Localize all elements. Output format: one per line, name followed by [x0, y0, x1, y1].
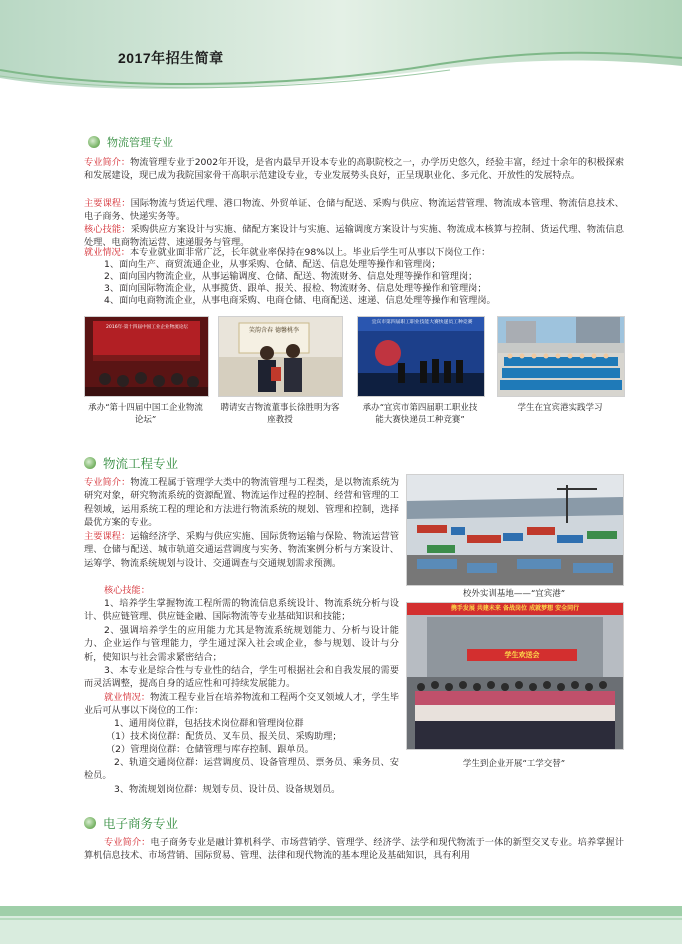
list-item: 1、面向生产、商贸流通企业，从事采购、仓储、配送、信息处理等操作和管理岗； [104, 259, 441, 270]
courses-label: 主要课程： [84, 198, 131, 209]
skills-text: 采购供应方案设计与实施、储配方案设计与实施、运输调度方案设计与实施、物流成本核算与控制、货运代理、物流信息处理、电商物流运营、速递服务与管理。 [84, 224, 624, 249]
photo-competition [357, 316, 485, 397]
courses-label: 主要课程： [84, 531, 131, 542]
list-item: 4、面向电商物流企业，从事电商采购、电商仓储、电商配送、速递、信息处理等操作和管理岗。 [104, 295, 496, 306]
intro-label: 专业简介： [104, 837, 151, 848]
courses-paragraph [84, 197, 624, 224]
farewell-banner-text: 学生欢送会 [504, 651, 540, 659]
page-title: 2017年招生简章 [118, 50, 224, 66]
student-farewell-photo-image [407, 603, 623, 749]
photo-port-students [497, 316, 625, 397]
photo-caption: 聘请安吉物流董事长徐胜明为客座教授 [220, 403, 340, 425]
photo-caption: 承办“第十四届中国工企业物流论坛” [88, 403, 203, 425]
intro-label: 专业简介： [84, 477, 131, 488]
skills-label: 核心技能： [104, 585, 150, 596]
skills-item: 2、强调培养学生的应用能力尤其是物流系统规划能力、分析与设计能力、企业运作与管理能力，学生通过深入社会或企业，参与规划、设计与分析，使知识与社会需求紧密结合； [84, 625, 399, 663]
port-base-photo-image [407, 475, 623, 585]
jobs-label: 就业情况： [84, 247, 130, 258]
header-band [0, 0, 682, 100]
skills-item: 1、培养学生掌握物流工程所需的物流信息系统设计、物流系统分析与设计、供应链管理、供应链金融、国际物流等专业基础知识和技能； [84, 598, 399, 623]
skills-item: 3、本专业是综合性与专业性的结合，学生可根据社会和自我发展的需要而灵活调整，提高自身的适应性和可持续发展能力。 [84, 665, 399, 690]
photo-professor [218, 316, 343, 397]
photo-caption: 承办“宜宾市第四届职工职业技能大赛快递员工种竞赛” [362, 403, 478, 425]
intro-text: 电子商务专业是融计算机科学、市场营销学、管理学、经济学、法学和现代物流于一体的新型交叉专业。培养掌握计算机信息技术、市场营销、国际贸易、管理、法律和现代物流的基本理论及基础知识，具有利用 [84, 837, 624, 862]
plaque-text: 笑韵含春 德馨桃李 [249, 327, 299, 334]
list-item: 3、面向国际物流企业，从事揽货、跟单、报关、报检、物流财务、信息处理等操作和管理岗； [104, 283, 487, 294]
courses-text: 国际物流与货运代理、港口物流、外贸单证、仓储与配送、采购与供应、物流运营管理、物流成本管理、物流信息技术、电子商务、快递实务等。 [84, 198, 624, 223]
section-logistics-mgmt-heading [88, 134, 173, 150]
photo-port-base [406, 474, 624, 586]
competition-banner-text: 宜宾市第四届职工职业技能大赛快递员工种竞赛 [371, 320, 473, 325]
list-item: 3、物流规划岗位群：规划专员、设计员、设备规划员。 [114, 784, 341, 795]
list-item: 2、面向国内物流企业，从事运输调度、仓储、配送、物流财务、信息处理等操作和管理岗； [104, 271, 478, 282]
photo-forum [84, 316, 209, 397]
photo-student-farewell [406, 602, 624, 750]
competition-photo-image [358, 317, 484, 396]
port-students-photo-image [498, 317, 624, 396]
list-item: （1）技术岗位群：配货员、叉车员、报关员、采购助理； [106, 731, 342, 742]
skills-label: 核心技能： [84, 224, 131, 235]
intro-text: 物流管理专业于2002年开设，是省内最早开设本专业的高职院校之一，办学历史悠久，经验丰富，经过十余年的积极探索和发展建设，现已成为我院国家骨干高职示范建设专业，专业发展势头良好，正呈现职业化、多元化、开放性的发展特点。 [84, 157, 625, 182]
photo-caption: 学生到企业开展“工学交替” [462, 759, 566, 769]
skills-heading [104, 584, 399, 597]
section-title: 电子商务专业 [103, 816, 179, 831]
intro-label: 专业简介： [84, 157, 131, 168]
forum-banner-text: 2016年·第十四届中国工业企业物流论坛 [105, 325, 189, 330]
courses-text: 运输经济学、采购与供应实施、国际货物运输与保险、物流运营管理、仓储与配送、城市轨道交通运营调度与实务、物流案例分析与方案设计、运筹学、物流系统规划与设计、交通调查与交通规划需求预测。 [84, 531, 400, 569]
intro-paragraph [84, 156, 624, 183]
list-item: （2）管理岗位群：仓储管理与库存控制、跟单员。 [106, 744, 314, 755]
footer-band [0, 896, 682, 944]
farewell-top-banner-text: 携手发展 共建未来 备战岗位 成就梦想 安全同行 [450, 605, 580, 612]
photo-caption: 学生在宜宾港实践学习 [517, 403, 603, 413]
jobs-text: 物流工程专业旨在培养物流和工程两个交叉领域人才，学生毕业后可从事以下岗位的工作： [84, 692, 400, 717]
bullet-dot-icon [88, 136, 100, 148]
section-ecommerce-heading [84, 814, 178, 832]
jobs-paragraph [84, 246, 624, 259]
jobs-text: 本专业就业面非常广泛，长年就业率保持在98%以上。毕业后学生可从事以下岗位工作： [129, 247, 491, 258]
intro-paragraph [84, 476, 399, 530]
section-title: 物流工程专业 [103, 456, 179, 471]
section-title: 物流管理专业 [107, 136, 173, 149]
courses-paragraph [84, 530, 399, 570]
jobs-list [104, 259, 624, 307]
intro-paragraph [84, 836, 624, 863]
list-item: 1、通用岗位群，包括技术岗位群和管理岗位群 [114, 718, 304, 729]
intro-text: 物流工程属于管理学大类中的物流管理与工程类，是以物流系统为研究对象，研究物流系统的资源配置、物流运作过程的控制、经营和管理的工程领域，运用系统工程的理论和方法进行物流系统的规划、管理和控制，选择最优方案的专业。 [84, 477, 400, 529]
photo-caption: 校外实训基地——“宜宾港” [462, 589, 566, 599]
jobs-paragraph [84, 691, 399, 718]
section-logistics-eng-heading [84, 454, 178, 472]
bullet-dot-icon [84, 457, 96, 469]
bullet-dot-icon [84, 817, 96, 829]
jobs-label: 就业情况： [104, 692, 151, 703]
list-item: 2、轨道交通岗位群：运营调度员、设备管理员、票务员、乘务员、安检员。 [84, 757, 399, 782]
